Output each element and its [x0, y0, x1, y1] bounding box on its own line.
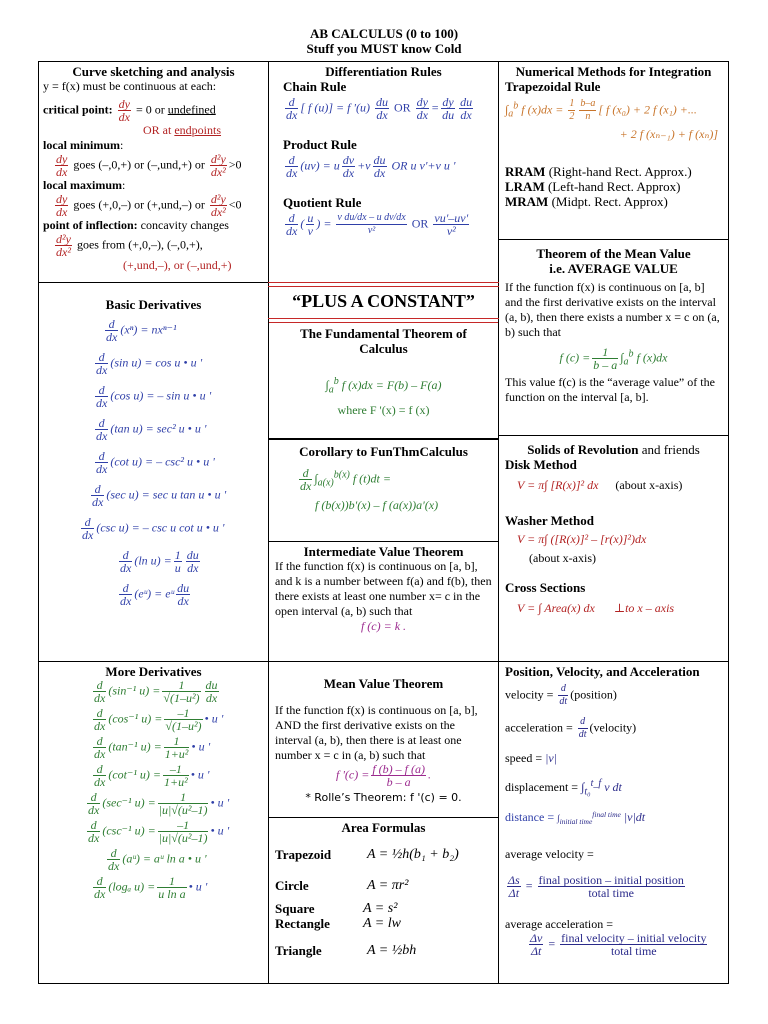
local-min-row: $\frac{dy}{dx}$ goes (–,0,+) or (–,und,+) or $\frac{\text{d²y}}{\text{dx²}}$ >0	[56, 152, 242, 179]
area-formulas-section	[268, 817, 499, 984]
title-line-1: AB CALCULUS (0 to 100)	[309, 26, 459, 41]
washer-formula: V = π∫ ([R(x)]² – [r(x)]²)dx	[517, 532, 647, 546]
plus-constant-text: “PLUS A CONSTANT”	[292, 291, 475, 311]
cross-label: Cross Sections	[505, 580, 586, 595]
corollary-formula-2: f (b(x))b'(x) – f (a(x))a'(x)	[315, 498, 439, 512]
displacement-row: displacement = $\int_{t_0}^{t\_f}$ v dt	[505, 778, 622, 798]
ivt-formula: f (c) = k .	[360, 619, 407, 633]
local-max-label: local maximum:	[43, 178, 126, 192]
basic-derivative-item: $\frac{d}{dx}$ (ln u) = $\frac{1}{u}$ $\frac{du}{dx}$	[120, 548, 199, 575]
basic-derivative-item: $\frac{d}{dx}$ (csc u) = – csc u cot u • u '	[82, 515, 225, 542]
basic-derivative-item: $\frac{d}{dx}$ (eᵘ) = eᵘ $\frac{du}{dx}$	[120, 581, 190, 608]
more-derivative-item: $\frac{d}{dx}$ (cos⁻¹ u) = $\frac{-1}{\text{√(1–u²)}}$ • u '	[94, 706, 224, 733]
more-derivative-item: $\frac{d}{dx}$ (cot⁻¹ u) = $\frac{-1}{\text{1+u²}}$ • u '	[94, 762, 210, 789]
more-derivative-item: $\frac{d}{dx}$ (sin⁻¹ u) = $\frac{1}{\text{√(1–u²)}}$ $\frac{du}{dx}$	[94, 678, 218, 705]
differentiation-rules-section	[268, 61, 499, 283]
mram-row: MRAM (Midpt. Rect. Approx)	[505, 194, 668, 209]
speed-row: speed = |v|	[505, 751, 558, 765]
trapezoidal-rule-label: Trapezoidal Rule	[505, 79, 601, 94]
avg-heading-1: Theorem of the Mean Value	[536, 246, 691, 261]
red-rule	[268, 318, 499, 319]
ftc-where: where F '(x) = f (x)	[337, 403, 430, 418]
disk-label: Disk Method	[505, 457, 577, 472]
area-item: Triangle A = ½bh	[275, 943, 417, 958]
chain-rule-formula: $\frac{d}{dx}$ [ f (u)] = f '(u) $\frac{du}{dx}$ OR $\frac{dy}{dx}$ = $\frac{dy}{du}$ $\frac{du}{dx}$	[286, 95, 473, 122]
mvt-heading: Mean Value Theorem	[323, 676, 444, 691]
more-derivative-item: $\frac{d}{dx}$ (logₐ u) = $\frac{1}{\text{u ln a}}$ • u '	[94, 874, 208, 901]
curve-continuity: y = f(x) must be continuous at each:	[43, 79, 217, 93]
product-rule-label: Product Rule	[283, 137, 357, 152]
velocity-row: velocity = $\frac{d}{dt}$ (position)	[505, 683, 617, 707]
more-derivatives-section	[38, 661, 269, 984]
distance-row: distance = $\int_{initial time}^{final time}$ |v|dt	[505, 810, 646, 827]
acceleration-row: acceleration = $\frac{d}{dt}$ (velocity)	[505, 716, 637, 740]
local-min-label: local minimum:	[43, 138, 124, 152]
inflection-goes-row-2: (+,und,–), or (–,und,+)	[123, 258, 232, 272]
title-line-2: Stuff you MUST know Cold	[306, 41, 462, 56]
basic-derivatives-section	[38, 282, 269, 662]
area-item: Trapezoid A = ½h(b₁ + b₂)	[275, 847, 459, 862]
numerical-methods-section	[498, 61, 729, 240]
avg-body: If the function f(x) is continuous on [a, b] and the first derivative exists on the interval (a, b), then there exists a number x = c on (a, b) such that	[505, 280, 720, 339]
dy-dx-fraction: $\frac{dy}{dx}$	[118, 97, 130, 124]
numerical-heading: Numerical Methods for Integration	[515, 64, 712, 79]
mvt-formula: f '(c) = $\frac{f (b) - f (a)}{b - a}$ .	[336, 762, 431, 789]
ftc-section	[268, 322, 499, 439]
cross-row: V = ∫ Area(x) dx ⊥to x – axis	[517, 601, 675, 615]
curve-sketching-section	[38, 61, 269, 283]
product-rule-formula: $\frac{d}{dx}$ (uv) = u $\frac{dv}{dx}$ +v $\frac{du}{dx}$ OR u v'+v u '	[286, 153, 456, 180]
rram-row: RRAM (Right-hand Rect. Approx.)	[505, 164, 692, 179]
avg-velocity-label: average velocity =	[505, 847, 594, 862]
average-value-section	[498, 239, 729, 436]
pva-heading: Position, Velocity, and Acceleration	[505, 664, 700, 679]
trapezoidal-formula-2: + 2 f (xₙ₋₁) + f (xₙ)]	[619, 127, 718, 141]
mvt-body: If the function f(x) is continuous on [a, b], AND the first derivative exists on the interval (a, b), then there is at least one number x = c in (a, b) such that	[275, 703, 478, 762]
corollary-section	[268, 438, 499, 542]
more-derivative-item: $\frac{d}{dx}$ (csc⁻¹ u) = $\frac{-1}{\text{|u|√(u²–1)}}$ • u '	[88, 818, 230, 845]
diff-heading: Differentiation Rules	[325, 64, 442, 79]
basic-derivative-item: $\frac{d}{dx}$ (sin u) = cos u • u '	[96, 350, 203, 377]
basic-derivative-item: $\frac{d}{dx}$ (cot u) = – csc² u • u '	[96, 449, 215, 476]
rolle-theorem: * Rolle’s Theorem: f '(c) = 0.	[305, 791, 462, 804]
ivt-heading: Intermediate Value Theorem	[303, 544, 464, 559]
page-title	[0, 26, 768, 56]
washer-label: Washer Method	[505, 513, 594, 528]
corollary-heading: Corollary to FunThmCalculus	[299, 444, 468, 459]
basic-derivative-item: $\frac{d}{dx}$ (sec u) = sec u tan u • u '	[92, 482, 227, 509]
critical-point-row: critical point: $\frac{dy}{dx}$ = 0 or undefined	[43, 97, 216, 124]
area-item: Rectangle A = lw	[275, 916, 401, 931]
ftc-formula: $\int_a^b$ f (x)dx = F(b) – F(a)	[325, 376, 442, 396]
local-max-row: $\frac{dy}{dx}$ goes (+,0,–) or (+,und,–) or $\frac{\text{d²y}}{\text{dx²}}$ <0	[56, 192, 242, 219]
basic-derivative-item: $\frac{d}{dx}$ (xⁿ) = nxⁿ⁻¹	[106, 317, 177, 344]
area-item: Square A = s²	[275, 901, 398, 916]
avg-acceleration-label: average acceleration =	[505, 917, 614, 932]
basic-heading: Basic Derivatives	[105, 297, 202, 312]
inflection-row: point of inflection: concavity changes	[43, 218, 229, 232]
disk-row: V = π∫ [R(x)]² dx (about x-axis)	[517, 478, 683, 492]
solids-section	[498, 435, 729, 662]
critical-endpoints-row: OR at endpoints	[143, 123, 222, 137]
avg-heading-2: i.e. AVERAGE VALUE	[549, 261, 678, 276]
ivt-section	[268, 541, 499, 662]
more-derivative-item: $\frac{d}{dx}$ (sec⁻¹ u) = $\frac{1}{\text{|u|√(u²–1)}}$ • u '	[88, 790, 230, 817]
red-rule	[268, 282, 499, 283]
basic-derivative-item: $\frac{d}{dx}$ (tan u) = sec² u • u '	[96, 416, 207, 443]
quotient-rule-label: Quotient Rule	[283, 195, 362, 210]
area-list	[275, 847, 492, 958]
basic-derivative-item: $\frac{d}{dx}$ (cos u) = – sin u • u '	[96, 383, 212, 410]
avg-velocity-formula: $\frac{\Delta s}{\Delta t}$ = $\frac{\text{final position – initial position}}{\text{total time}}$	[508, 873, 684, 901]
basic-derivatives-list	[43, 318, 264, 607]
trapezoidal-formula: $\int_a^b$ f (x)dx = $\frac{1}{2}$ $\frac{b-a}{n}$ [ f (x₀) + 2 f (x₁) +...	[505, 98, 697, 122]
avg-acceleration-formula: $\frac{\Delta v}{\Delta t}$ = $\frac{\text{final velocity – initial velocity}}{\text{total time}}$	[530, 931, 707, 959]
chain-rule-label: Chain Rule	[283, 79, 347, 94]
avg-formula: f (c) = $\frac{1}{b - a}$ $\int_a^b$ f (x)dx	[559, 345, 668, 372]
solids-heading: Solids of Revolution and friends	[527, 442, 700, 457]
inflection-goes-row: $\frac{\text{d²y}}{\text{dx²}}$ goes from (+,0,–), (–,0,+),	[56, 232, 203, 259]
washer-note: (about x-axis)	[529, 551, 596, 565]
mvt-section	[268, 661, 499, 818]
lram-row: LRAM (Left-hand Rect. Approx)	[505, 179, 681, 194]
quotient-rule-formula: $\frac{d}{dx}$ ( $\frac{u}{v}$ ) = $\frac{\text{v du/dx – u dv/dx}}{\text{v²}}$ OR $\frac{vu'-uv'}{\text{v²}}$	[286, 211, 469, 238]
more-heading: More Derivatives	[105, 664, 202, 679]
more-derivative-item: $\frac{d}{dx}$ (aᵘ) = aᵘ ln a • u '	[108, 846, 207, 873]
corollary-formula-1: $\frac{d}{dx}$ $\int_{a(x)}^{b(x)}$ f (t)dt =	[300, 466, 391, 493]
area-item: Circle A = πr²	[275, 878, 409, 893]
avg-note: This value f(c) is the “average value” of the function on the interval [a, b].	[505, 375, 715, 404]
more-derivative-item: $\frac{d}{dx}$ (tan⁻¹ u) = $\frac{1}{\text{1+u²}}$ • u '	[94, 734, 211, 761]
plus-constant-banner	[268, 282, 499, 322]
more-derivatives-list	[43, 679, 264, 900]
curve-heading: Curve sketching and analysis	[72, 64, 235, 79]
ftc-heading: The Fundamental Theorem of Calculus	[300, 326, 467, 356]
ivt-body: If the function f(x) is continuous on [a, b], and k is a number between f(a) and f(b), then there exists at least one number x= c in the open interval (a, b) such that	[275, 559, 492, 618]
pva-section	[498, 661, 729, 984]
red-rule	[268, 286, 499, 287]
area-heading: Area Formulas	[341, 820, 426, 835]
